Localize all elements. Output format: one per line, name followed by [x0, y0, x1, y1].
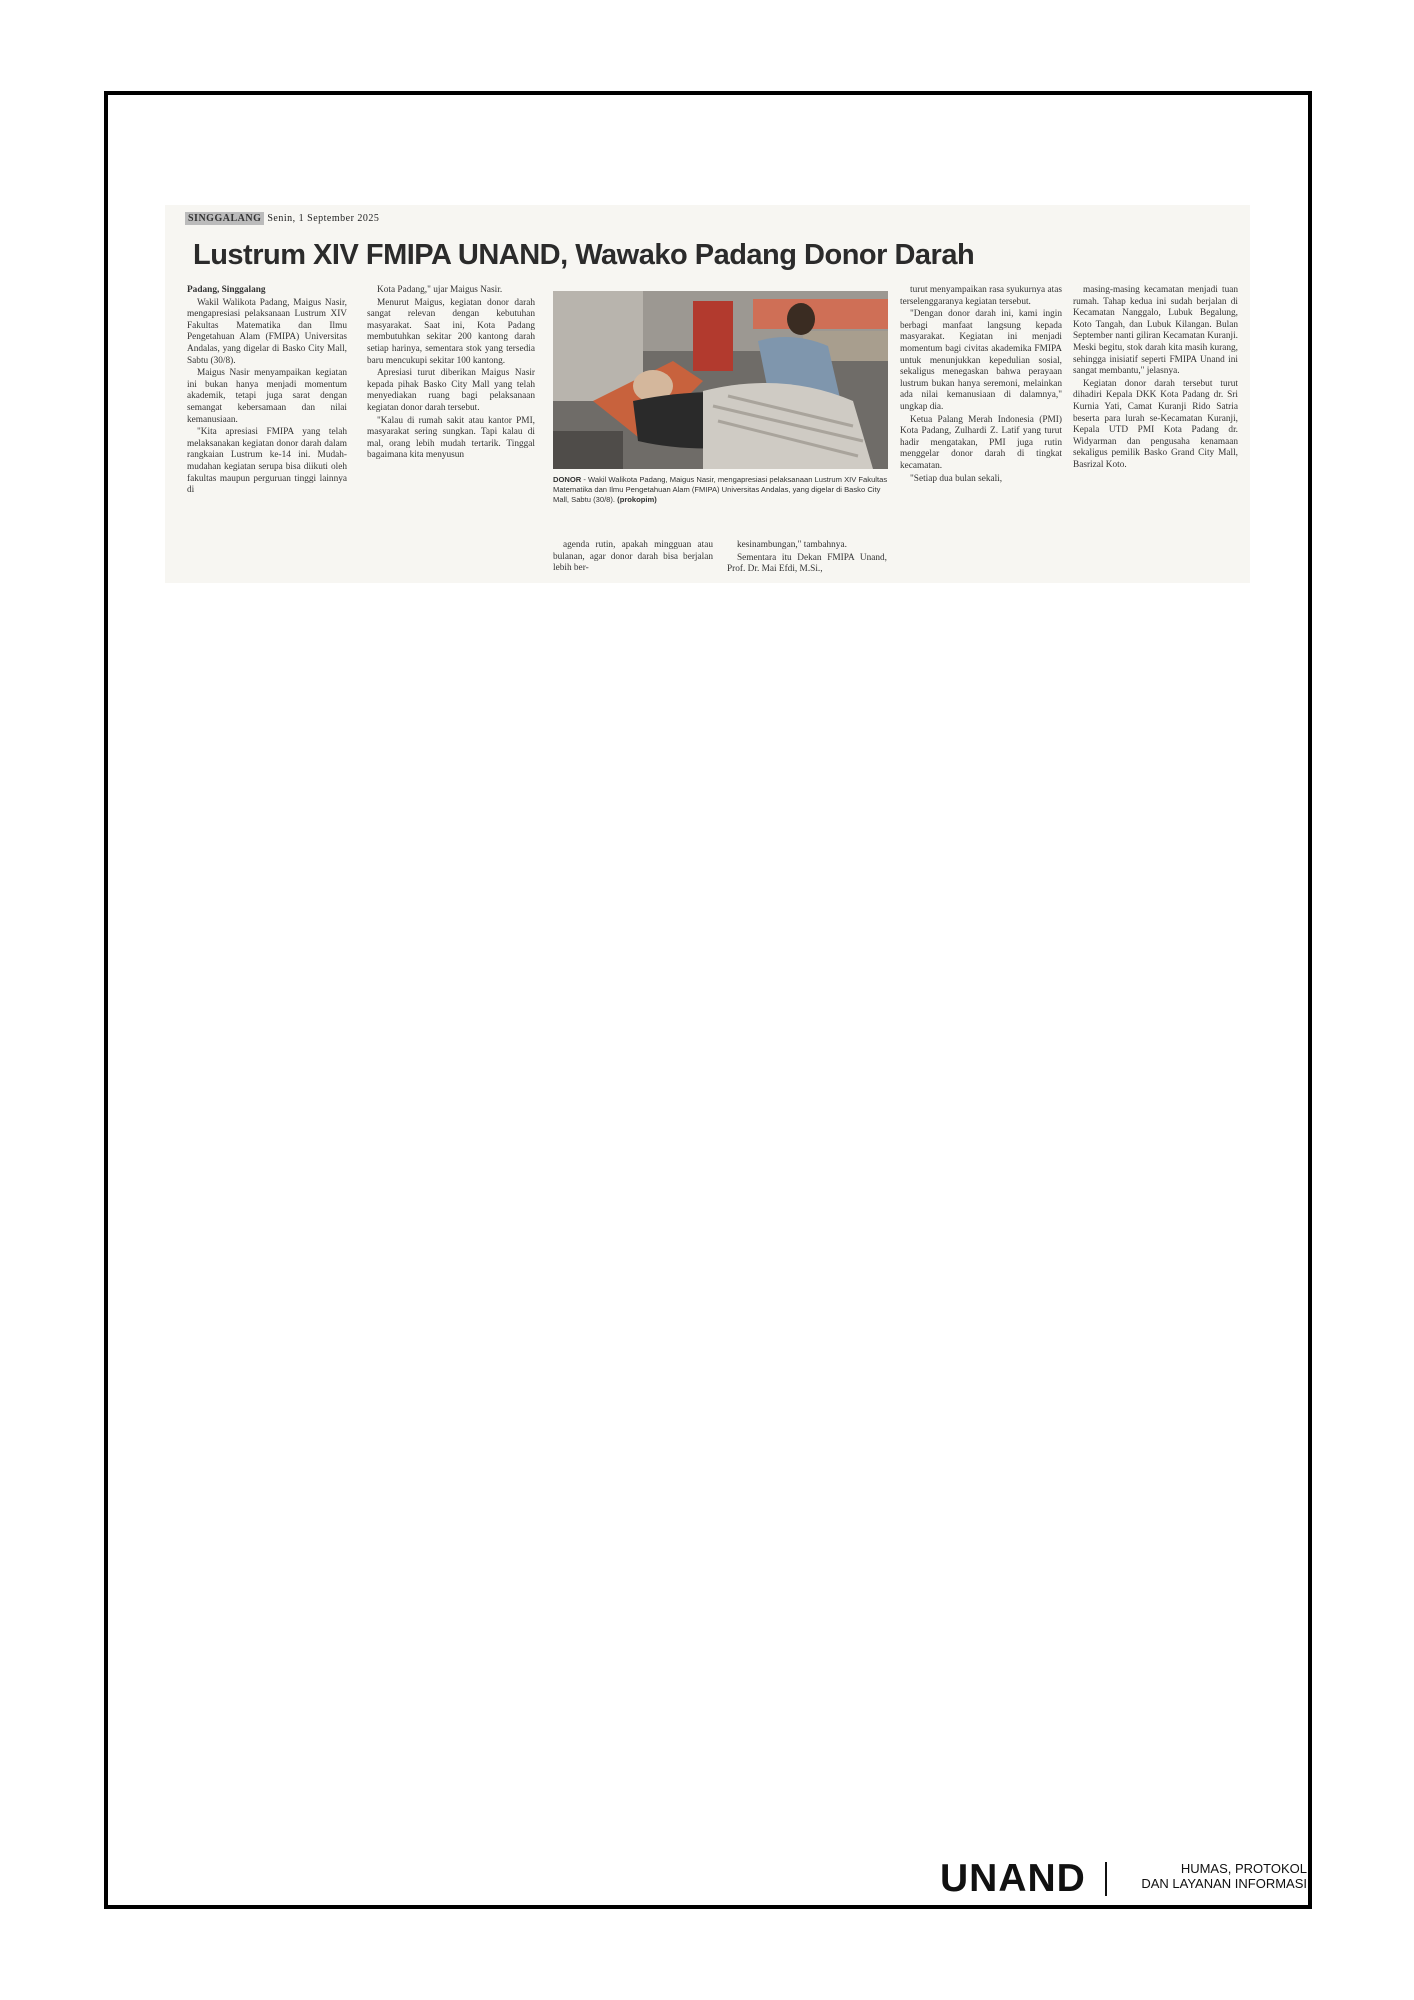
paragraph: Sementara itu Dekan FMIPA Unand, Prof. Dr. Mai Efdi, M.Si.,: [727, 552, 887, 575]
dateline: Padang, Singgalang: [187, 285, 266, 295]
paragraph: "Setiap dua bulan sekali,: [910, 473, 1003, 484]
article-column-4: [727, 540, 887, 580]
article-column-1: [187, 285, 347, 577]
caption-credit: (prokopim): [617, 495, 657, 504]
article-column-3: [553, 540, 713, 580]
article-column-6: [1073, 285, 1238, 577]
paragraph: Kegiatan donor darah tersebut turut dihadiri Kepala DKK Kota Padang dr. Sri Kurnia Yati, Camat Kuranji Rido Satria beserta para lurah se-Kecamatan Kuranji, Kepala UTD PMI Kota Padang dr. Widyarman dan pengusaha kenamaan sekaligus pemilik Basko Grand City Mall, Basrizal Koto.: [1073, 378, 1238, 470]
donor-photo: [553, 291, 888, 469]
paragraph: "Kalau di rumah sakit atau kantor PMI, masyarakat sering sungkan. Tapi kalau di mal, orang lebih mudah tertarik. Tinggal bagaimana kita menyusun: [367, 415, 535, 461]
footer-department: [1112, 1861, 1307, 1891]
newspaper-clipping: [165, 205, 1250, 583]
footer-line-2: DAN LAYANAN INFORMASI: [1141, 1876, 1307, 1891]
paragraph: agenda rutin, apakah mingguan atau bulanan, agar donor darah bisa berjalan lebih ber-: [553, 540, 713, 574]
publication-date: Senin, 1 September 2025: [267, 213, 380, 224]
article-column-2: [367, 285, 535, 577]
headline: Lustrum XIV FMIPA UNAND, Wawako Padang Donor Darah: [193, 239, 975, 271]
paragraph: Ketua Palang Merah Indonesia (PMI) Kota Padang, Zulhardi Z. Latif yang turut hadir mengatakan, PMI juga rutin menggelar donor darah di tingkat kecamatan.: [900, 414, 1062, 471]
paragraph: Wakil Walikota Padang, Maigus Nasir, mengapresiasi pelaksanaan Lustrum XIV Fakultas Matematika dan Ilmu Pengetahuan Alam (FMIPA) Universitas Andalas, yang digelar di Basko City Mall, Sabtu (30/8).: [187, 297, 347, 366]
bleed-through-text: [1035, 225, 1245, 285]
paragraph: Kota Padang," ujar Maigus Nasir.: [377, 285, 503, 295]
paragraph: kesinambungan," tambahnya.: [737, 540, 847, 550]
paragraph: "Kita apresiasi FMIPA yang telah melaksanakan kegiatan donor darah dalam rangkaian Lustrum ke-14 ini. Mudah-mudahan kegiatan serupa bisa diikuti oleh fakultas maupun perguruan tinggi lainnya di: [187, 427, 347, 496]
paragraph: turut menyampaikan rasa syukurnya atas terselenggaranya kegiatan tersebut.: [900, 285, 1062, 307]
unand-logo: UNAND: [940, 1857, 1086, 1900]
paragraph: Maigus Nasir menyampaikan kegiatan ini bukan hanya menjadi momentum akademik, tetapi juga sarat dengan semangat kebersamaan dan nilai kemanusiaan.: [187, 368, 347, 425]
masthead: [185, 213, 379, 224]
paragraph: Apresiasi turut diberikan Maigus Nasir kepada pihak Basko City Mall yang telah menyediakan ruang bagi pelaksanaan kegiatan donor darah tersebut.: [367, 368, 535, 413]
footer-divider: [1105, 1862, 1107, 1896]
paragraph: masing-masing kecamatan menjadi tuan rumah. Tahap kedua ini sudah berjalan di Kecamatan Nanggalo, Lubuk Begalung, Koto Tangah, dan Lubuk Kilangan. Bulan September nanti giliran Kecamatan Kuranji. Meski begitu, stok darah kita masih kurang, sehingga inisiatif seperti FMIPA Unand ini sangat membantu," jelasnya.: [1073, 285, 1238, 377]
photo-illustration: [553, 291, 888, 469]
footer-line-1: HUMAS, PROTOKOL: [1180, 1861, 1307, 1876]
caption-text: - Wakil Walikota Padang, Maigus Nasir, mengapresiasi pelaksanaan Lustrum XIV Fakultas Matematika dan Ilmu Pengetahuan Alam (FMIPA) Universitas Andalas, yang digelar di Basko City Mall, Sabtu (30/8).: [553, 475, 888, 504]
article-column-5: [900, 285, 1062, 577]
paragraph: Menurut Maigus, kegiatan donor darah sangat relevan dengan kebutuhan masyarakat. Saat ini, Kota Padang membutuhkan sekitar 200 kantong darah setiap harinya, sementara stok yang tersedia baru mencukupi sekitar 100 kantong.: [367, 297, 535, 366]
paragraph: "Dengan donor darah ini, kami ingin berbagi manfaat langsung kepada masyarakat. Kegiatan ini menjadi momentum bagi civitas akademika FMIPA untuk menunjukkan kepedulian sosial, sekaligus menegaskan bahwa perayaan lustrum bukan hanya seremoni, melainkan ada nilai kemanusiaan di dalamnya," ungkap dia.: [900, 309, 1062, 412]
caption-label: DONOR: [553, 475, 582, 484]
photo-caption: [553, 475, 888, 505]
newspaper-name: SINGGALANG: [185, 212, 264, 225]
